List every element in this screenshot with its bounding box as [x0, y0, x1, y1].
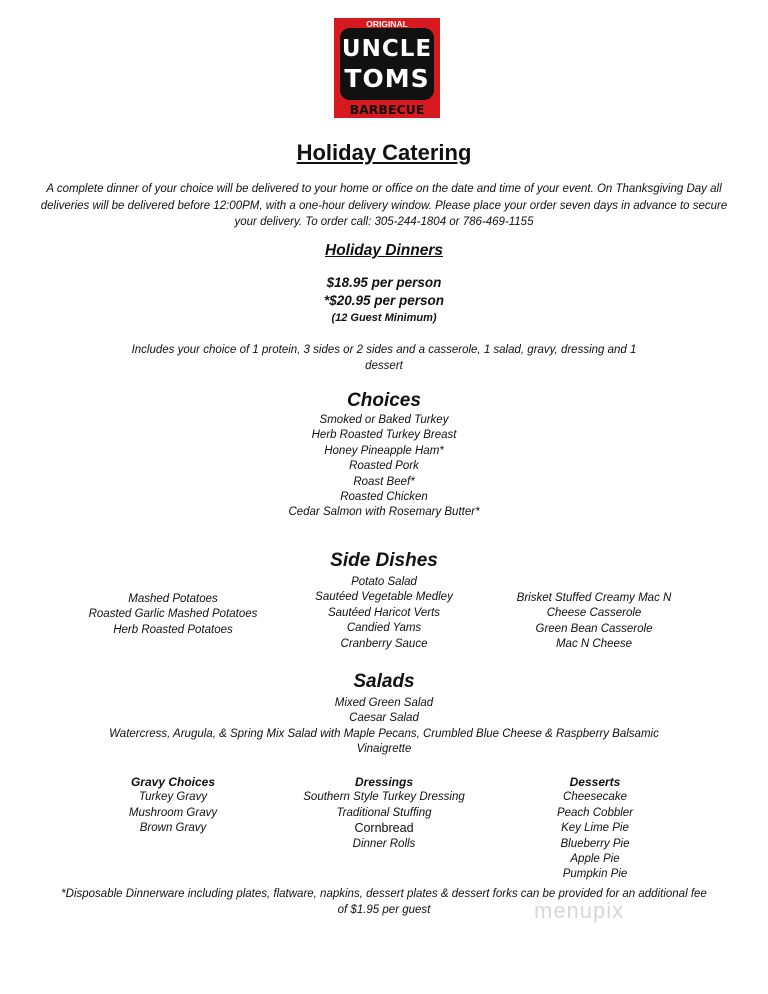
- side-item: Herb Roasted Potatoes: [113, 623, 233, 636]
- choice-item: Roasted Pork: [349, 460, 419, 473]
- dressing-item: Traditional Stuffing: [336, 806, 432, 819]
- gravy-item: Turkey Gravy: [138, 791, 208, 804]
- choice-item: Roasted Chicken: [340, 491, 428, 504]
- intro-paragraph: A complete dinner of your choice will be delivered to your home or office on the date and time of your event. On Thanksgiving Day all deliveries will be delivered before 12:00PM, with a one-hour delivery window. Please place your order seven days in advance to secure your delivery. To order call: 305-244-1804 or 786-469-1155: [40, 183, 728, 228]
- gravy-item: Mushroom Gravy: [128, 806, 218, 819]
- side-item: Sautéed Vegetable Medley: [315, 591, 453, 604]
- desserts-column: [520, 775, 670, 883]
- choices-list: [234, 413, 534, 521]
- desserts-heading: Desserts: [569, 775, 621, 789]
- price-premium: *$20.95 per person: [323, 293, 445, 308]
- dinnerware-footnote: *Disposable Dinnerware including plates, flatware, napkins, dessert plates & dessert forks can be provided for an additional fee of $1.95 per guest: [61, 888, 707, 916]
- salad-item: Caesar Salad: [349, 712, 419, 725]
- menupix-watermark: menupix: [534, 898, 625, 923]
- side-item: Mashed Potatoes: [128, 593, 218, 605]
- sides-left-list: [70, 592, 276, 638]
- sides-right-list: [494, 591, 694, 653]
- choices-heading: Choices: [347, 390, 421, 411]
- salads-heading: Salads: [353, 671, 415, 692]
- uncle-toms-logo: [332, 18, 442, 118]
- logo-toms-text: TOMS: [344, 64, 430, 93]
- side-item: Roasted Garlic Mashed Potatoes: [88, 608, 258, 621]
- gravy-heading: Gravy Choices: [130, 775, 216, 789]
- dressing-item: Dinner Rolls: [352, 837, 416, 850]
- choice-item: Honey Pineapple Ham*: [324, 444, 444, 457]
- dressing-item: Cornbread: [354, 821, 414, 836]
- dressing-item: Southern Style Turkey Dressing: [303, 791, 465, 804]
- choice-item: Cedar Salmon with Rosemary Butter*: [288, 506, 480, 519]
- salad-item: Mixed Green Salad: [334, 697, 434, 709]
- includes-text: Includes your choice of 1 protein, 3 sides or 2 sides and a casserole, 1 salad, gravy, dressing and 1 dessert: [131, 344, 637, 372]
- dessert-item: Cheesecake: [563, 791, 627, 804]
- side-dishes-heading: Side Dishes: [330, 550, 438, 571]
- logo-barbecue-text: BARBECUE: [349, 102, 425, 117]
- dessert-item: Key Lime Pie: [561, 822, 629, 835]
- page-title: Holiday Catering: [296, 140, 472, 165]
- dessert-item: Peach Cobbler: [556, 806, 634, 819]
- dessert-item: Apple Pie: [570, 853, 620, 866]
- gravy-item: Brown Gravy: [139, 822, 207, 835]
- price-standard: $18.95 per person: [326, 275, 442, 290]
- dressings-heading: Dressings: [354, 775, 414, 789]
- side-item: Cheese Casserole: [546, 607, 642, 620]
- holiday-dinners-heading: Holiday Dinners: [325, 242, 443, 259]
- side-item: Sautéed Haricot Verts: [327, 606, 441, 619]
- choice-item: Herb Roasted Turkey Breast: [311, 429, 457, 442]
- gravy-column: [98, 775, 248, 837]
- side-item: Mac N Cheese: [555, 638, 633, 651]
- side-item: Brisket Stuffed Creamy Mac N: [516, 592, 672, 604]
- salad-item: Watercress, Arugula, & Spring Mix Salad with Maple Pecans, Crumbled Blue Cheese & Raspberry Balsamic: [109, 727, 659, 740]
- side-item: Potato Salad: [351, 576, 417, 588]
- choice-item: Smoked or Baked Turkey: [319, 414, 449, 426]
- guest-minimum: (12 Guest Minimum): [331, 312, 437, 324]
- salads-list: [84, 696, 684, 758]
- side-item: Cranberry Sauce: [340, 637, 428, 650]
- dessert-item: Blueberry Pie: [560, 837, 630, 850]
- dressings-column: [284, 775, 484, 852]
- logo-original-text: ORIGINAL: [366, 19, 408, 29]
- side-item: Candied Yams: [346, 622, 422, 635]
- salad-item: Vinaigrette: [356, 743, 412, 756]
- logo-uncle-text: UNCLE: [341, 36, 433, 62]
- side-item: Green Bean Casserole: [535, 622, 653, 635]
- sides-center-list: [284, 575, 484, 652]
- dessert-item: Pumpkin Pie: [562, 868, 628, 881]
- choice-item: Roast Beef*: [353, 475, 415, 488]
